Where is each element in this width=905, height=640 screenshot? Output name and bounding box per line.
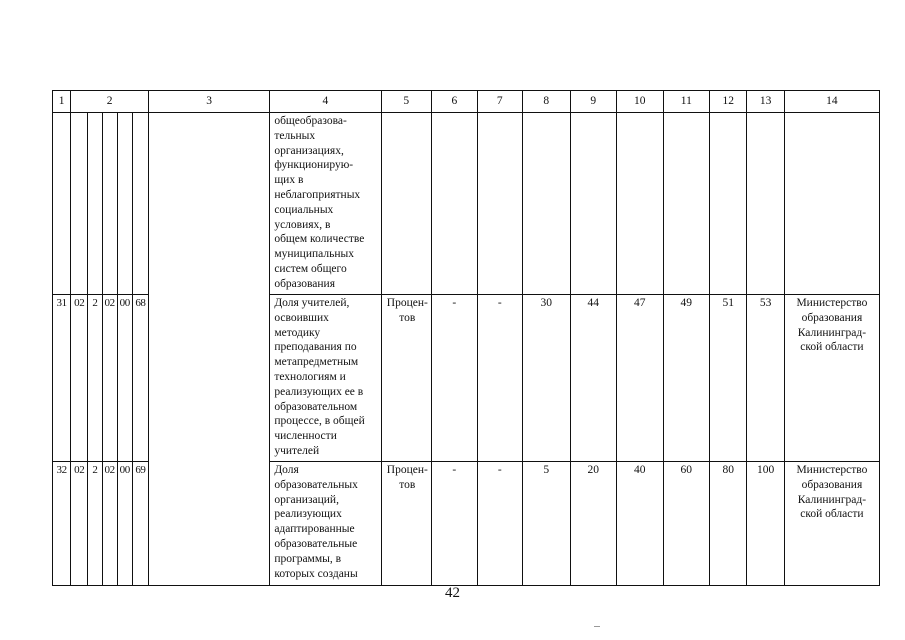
indicator-cell: Доля образовательных организаций, реализующих адаптированные образовательные программы, в которых созданы <box>270 462 381 586</box>
header-col-1: 1 <box>53 91 71 113</box>
value-col-13 <box>747 113 784 295</box>
header-col-8: 8 <box>523 91 571 113</box>
value-col-7: - <box>477 295 522 462</box>
header-col-9: 9 <box>570 91 617 113</box>
value-col-9: 20 <box>570 462 617 586</box>
header-col-14: 14 <box>784 91 879 113</box>
value-col-11: 60 <box>663 462 710 586</box>
value-col-10: 47 <box>617 295 664 462</box>
responsible-cell <box>784 113 879 295</box>
code-part-1 <box>71 113 88 295</box>
code-part-1: 02 <box>71 295 88 462</box>
value-col-6: - <box>432 462 477 586</box>
code-part-3 <box>102 113 117 295</box>
code-part-5 <box>132 113 148 295</box>
value-col-8: 5 <box>523 462 571 586</box>
row-number: 31 <box>53 295 71 462</box>
unit-cell: Процен- тов <box>381 462 432 586</box>
code-part-5: 68 <box>132 295 148 462</box>
header-col-7: 7 <box>477 91 522 113</box>
code-part-3: 02 <box>102 462 117 586</box>
table-header-row <box>53 91 880 113</box>
responsible-cell: Министерство образования Калининград- ской области <box>784 462 879 586</box>
value-col-9 <box>570 113 617 295</box>
row-number <box>53 113 71 295</box>
page-number: 42 <box>445 585 460 601</box>
value-col-12 <box>710 113 747 295</box>
value-col-10 <box>617 113 664 295</box>
indicators-table <box>52 90 880 586</box>
row-number: 32 <box>53 462 71 586</box>
value-col-7: - <box>477 462 522 586</box>
table-row <box>53 113 880 295</box>
indicator-cell: общеобразова- тельных организациях, функционирую- щих в неблагоприятных социальных условиях, в общем количестве муниципальных систем общего образования <box>270 113 381 295</box>
code-part-4: 00 <box>117 462 132 586</box>
header-col-2: 2 <box>71 91 149 113</box>
value-col-8: 30 <box>523 295 571 462</box>
code-part-4: 00 <box>117 295 132 462</box>
header-col-12: 12 <box>710 91 747 113</box>
header-col-10: 10 <box>617 91 664 113</box>
value-col-6 <box>432 113 477 295</box>
code-part-2: 2 <box>88 462 102 586</box>
header-col-4: 4 <box>270 91 381 113</box>
unit-cell <box>381 113 432 295</box>
responsible-cell: Министерство образования Калининград- ской области <box>784 295 879 462</box>
value-col-9: 44 <box>570 295 617 462</box>
header-col-3: 3 <box>149 91 270 113</box>
header-col-11: 11 <box>663 91 710 113</box>
scan-speck <box>594 626 600 627</box>
code-part-2: 2 <box>88 295 102 462</box>
code-part-4 <box>117 113 132 295</box>
code-part-2 <box>88 113 102 295</box>
code-part-5: 69 <box>132 462 148 586</box>
header-col-6: 6 <box>432 91 477 113</box>
unit-cell: Процен- тов <box>381 295 432 462</box>
code-part-3: 02 <box>102 295 117 462</box>
value-col-6: - <box>432 295 477 462</box>
value-col-11: 49 <box>663 295 710 462</box>
code-part-1: 02 <box>71 462 88 586</box>
value-col-12: 51 <box>710 295 747 462</box>
value-col-13: 53 <box>747 295 784 462</box>
value-col-7 <box>477 113 522 295</box>
value-col-8 <box>523 113 571 295</box>
value-col-11 <box>663 113 710 295</box>
value-col-13: 100 <box>747 462 784 586</box>
value-col-12: 80 <box>710 462 747 586</box>
column-3-cell <box>149 113 270 586</box>
value-col-10: 40 <box>617 462 664 586</box>
header-col-13: 13 <box>747 91 784 113</box>
header-col-5: 5 <box>381 91 432 113</box>
indicator-cell: Доля учителей, освоивших методику преподавания по метапредметным технологиям и реализующих ее в образовательном процессе, в общей численности учителей <box>270 295 381 462</box>
